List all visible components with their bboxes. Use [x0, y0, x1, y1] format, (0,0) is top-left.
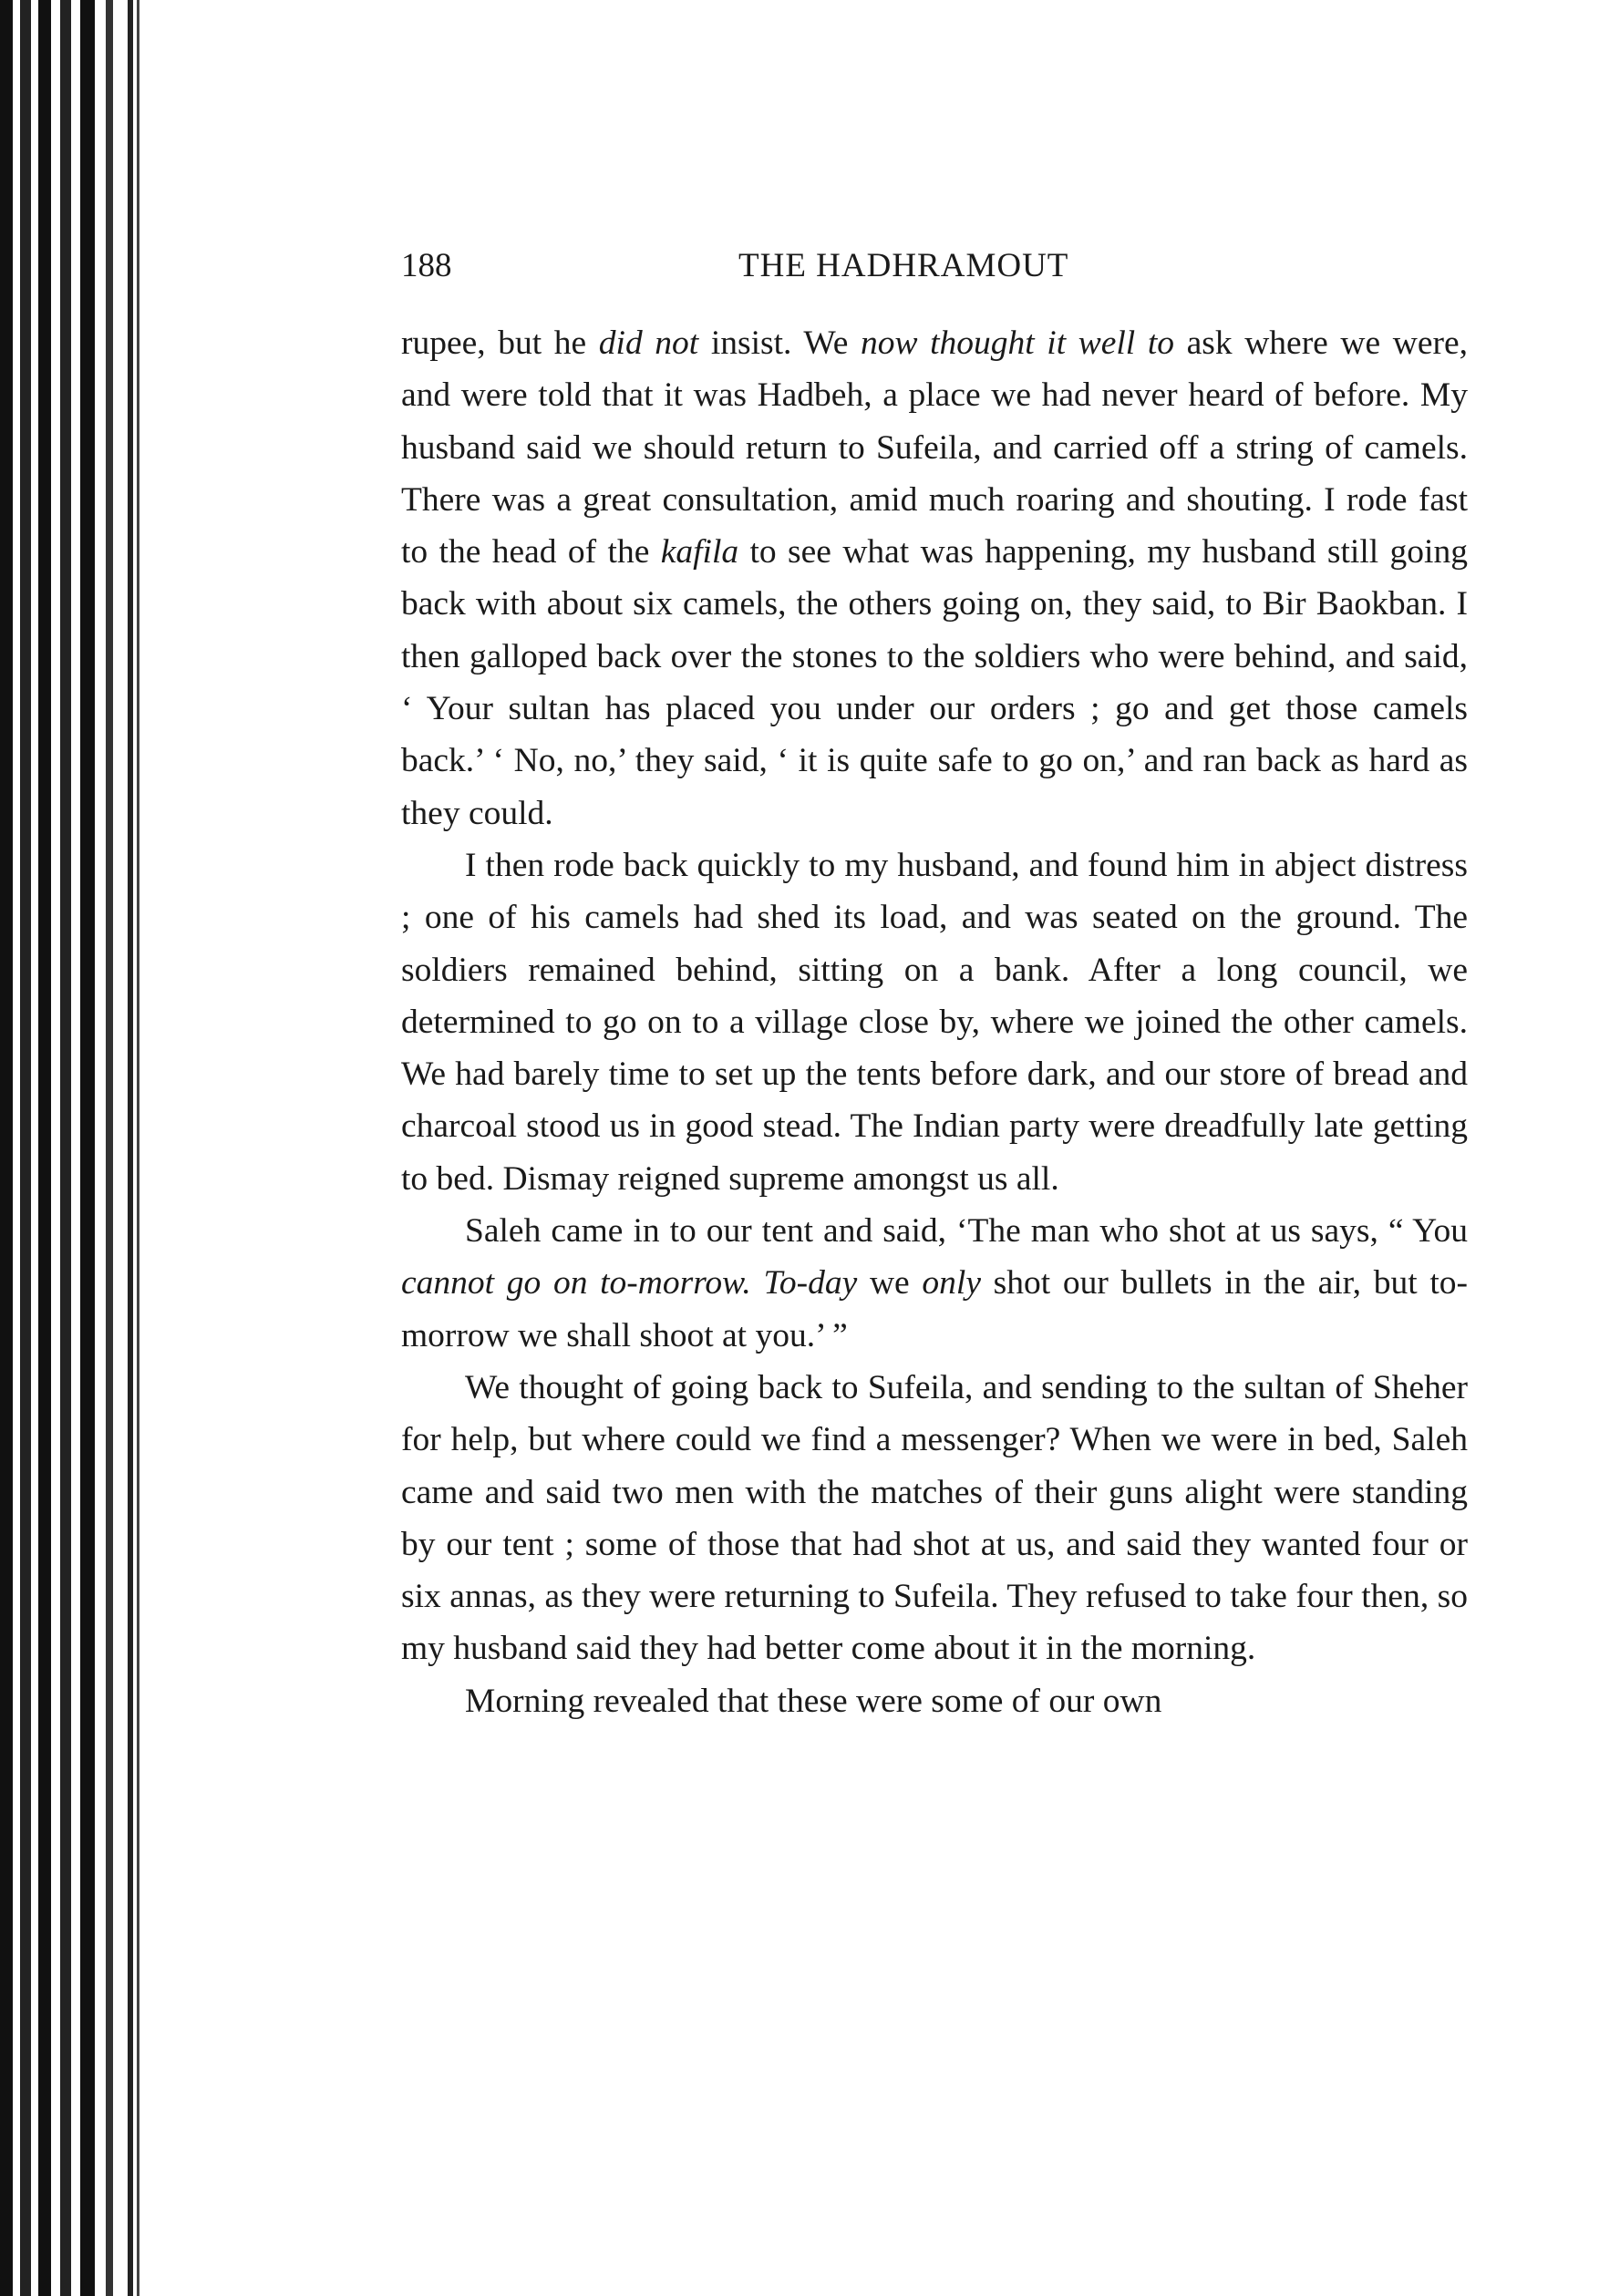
paragraph-4: We thought of going back to Sufeila, and sending to the sultan of Sheher for help, but where could we find a messenger? When we were in bed, Saleh came and said two men with the matches of their guns alight were standing by our tent ; some of those that had shot at us, and said they wanted four or six annas, as they were returning to Sufeila. They refused to take four then, so my husband said they had better come about it in the morning. [401, 1368, 1468, 1668]
paragraph-1-text-c: insist. We [698, 324, 861, 362]
paragraph-3-italic-f: only [922, 1264, 981, 1302]
paragraph-3 [401, 1205, 1468, 1362]
paragraph-1 [401, 317, 1468, 839]
paragraph-5: Morning revealed that these were some of our own [465, 1682, 1162, 1720]
paragraph-2: I then rode back quickly to my husband, and found him in abject distress ; one of his camels had shed its load, and was seated on the ground. The soldiers remained behind, sitting on a bank. After a long council, we determined to go on to a village close by, where we joined the other camels. We had barely time to set up the tents before dark, and our store of bread and charcoal stood us in good stead. The Indian party were dreadfully late getting to bed. Dismay reigned supreme amongst us all. [401, 846, 1468, 1198]
paragraph-3-text-e: we [857, 1264, 923, 1302]
page-header [401, 239, 1468, 293]
paragraph-1-italic-b: did not [598, 324, 699, 362]
page-number: 188 [401, 247, 452, 284]
paragraph-3-text-a: Saleh came in to our tent and said, ‘The man who shot at us says, “ You [465, 1212, 1468, 1251]
paragraph-3-italic-b: cannot go on to-morrow. [401, 1264, 751, 1302]
paragraph-1-text-e: ask where we were, and were told that it was Hadbeh, a place we had never heard of before. My husband said we should return to Sufeila, and carried off a string of camels. There was a great consultation, amid much roaring and shouting. I rode fast to the head of the [401, 324, 1468, 571]
paragraph-1-text-g: to see what was happening, my husband still going back with about six camels, the others going on, they said, to Bir Baokban. I then galloped back over the stones to the soldiers who were behind, and said, ‘ Your sultan has placed you under our orders ; go and get those camels back.’ ‘ No, no,’ they said, ‘ it is quite safe to go on,’ and ran back as hard as they could. [401, 533, 1468, 832]
running-title: THE HADHRAMOUT [738, 247, 1069, 284]
paragraph-3-text-g: shot our bullets in the air, but to-morrow we shall shoot at you.’ ” [401, 1264, 1469, 1354]
paragraph-3-text-c [751, 1264, 764, 1302]
body-text [401, 317, 1468, 1727]
paragraph-3-italic-d: To-day [763, 1264, 858, 1302]
paragraph-1-text-a: rupee, but he [401, 324, 599, 362]
binding-gutter [0, 0, 155, 2296]
paragraph-1-italic-f: kafila [660, 533, 739, 571]
paragraph-1-italic-d: now thought it well to [860, 324, 1175, 362]
